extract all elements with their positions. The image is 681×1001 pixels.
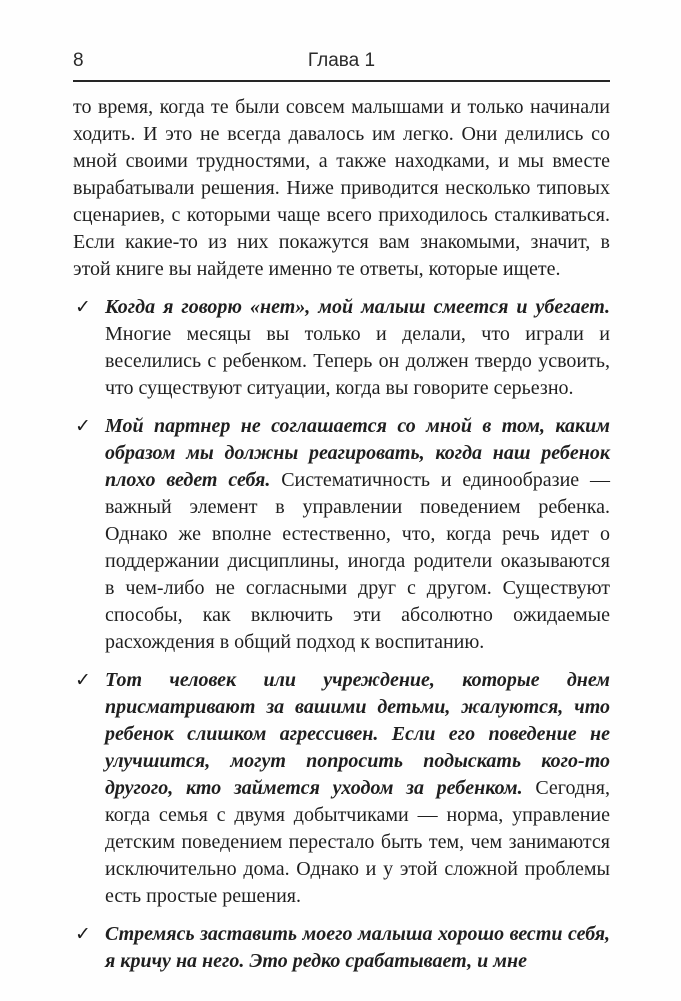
bullet-lead: Тот человек или учреждение, которые днем присматривают за вашими детьми, жалуются, что ребенок слишком агрессивен. Если его поведение не улучшится, могут попросить подыскать кого-то другого, кто займется уходом за ребенком.	[105, 669, 610, 799]
checkmark-icon: ✓	[75, 415, 91, 437]
page-header	[73, 50, 610, 76]
intro-paragraph: то время, когда те были совсем малышами и только начинали ходить. И это не всегда давалось им легко. Они делились со мной своими трудностями, а также находками, и мы вместе вырабатывали решения. Ниже приводится несколько типовых сценариев, с которыми чаще всего приходилось сталкиваться. Если какие-то из них покажутся вам знакомыми, значит, в этой книге вы найдете именно те ответы, которые ищете.	[73, 96, 610, 280]
list-item	[73, 667, 610, 910]
bullet-paragraph	[105, 667, 610, 910]
bullet-paragraph	[105, 413, 610, 656]
bullet-paragraph	[105, 294, 610, 402]
chapter-title: Глава 1	[307, 50, 376, 71]
list-item	[73, 413, 610, 656]
page-number: 8	[73, 50, 84, 71]
bullet-body: Сегодня, когда семья с двумя добытчиками — норма, управление детским поведением перестало быть тем, чем занимаются исключительно дома. Однако и у этой сложной проблемы есть простые решения.	[105, 777, 610, 907]
header-rule	[73, 80, 610, 82]
bullet-body: Систематичность и единообразие — важный элемент в управлении поведением ребенка. Однако же вполне естественно, что, когда речь идет о поддержании дисциплины, иногда родители оказываются в чем-либо не согласными друг с другом. Существуют способы, как включить эти абсолютно ожидаемые расхождения в общий подход к воспитанию.	[105, 469, 610, 653]
page-body	[73, 94, 610, 975]
checkmark-icon: ✓	[75, 296, 91, 318]
bullet-lead: Когда я говорю «нет», мой малыш смеется и убегает.	[105, 296, 610, 318]
checkmark-icon: ✓	[75, 923, 91, 945]
bullet-lead: Мой партнер не соглашается со мной в том, каким образом мы должны реагировать, когда наш ребенок плохо ведет себя.	[105, 415, 610, 491]
list-item	[73, 294, 610, 402]
checkmark-icon: ✓	[75, 669, 91, 691]
list-item	[73, 921, 610, 975]
bullet-body: Многие месяцы вы только и делали, что играли и веселились с ребенком. Теперь он должен твердо усвоить, что существуют ситуации, когда вы говорите серьезно.	[105, 323, 610, 399]
bullet-lead: Стремясь заставить моего малыша хорошо вести себя, я кричу на него. Это редко срабатывает, и мне	[105, 923, 610, 972]
bullet-paragraph	[105, 921, 610, 975]
